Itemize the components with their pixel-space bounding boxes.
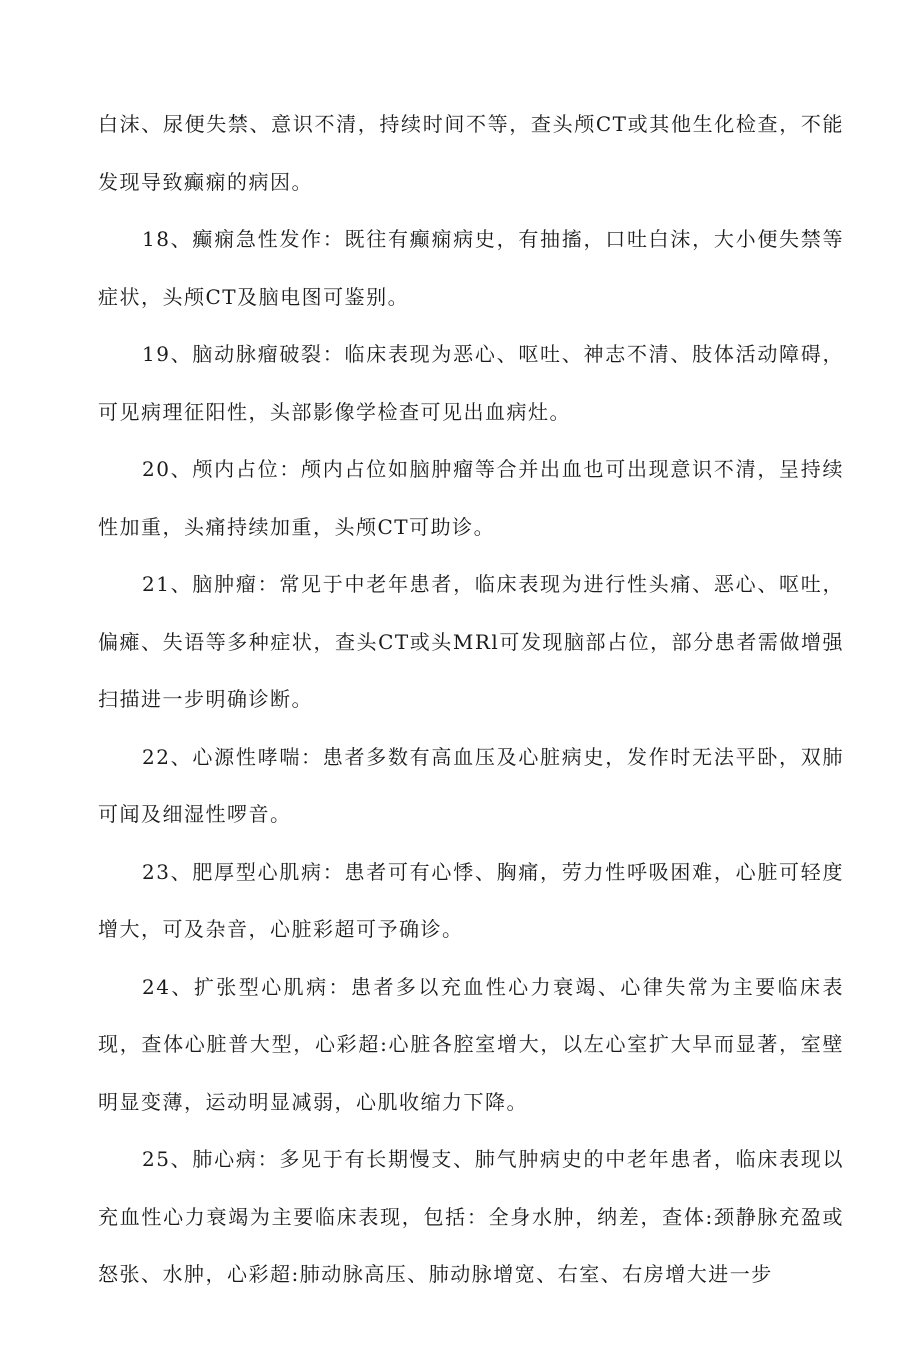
paragraph-23-hypertrophic-cardiomyopathy: 23、肥厚型心肌病：患者可有心悸、胸痛，劳力性呼吸困难，心脏可轻度增大，可及杂音，心脏彩超可予确诊。 (98, 859, 844, 941)
paragraph-17-continued: 白沫、尿便失禁、意识不清，持续时间不等，查头颅CT或其他生化检查，不能发现导致癫痫的病因。 (98, 112, 844, 194)
paragraph-20-intracranial-mass: 20、颅内占位：颅内占位如脑肿瘤等合并出血也可出现意识不清，呈持续性加重，头痛持续加重，头颅CT可助诊。 (98, 457, 844, 539)
paragraph-24-dilated-cardiomyopathy: 24、扩张型心肌病：患者多以充血性心力衰竭、心律失常为主要临床表现，查体心脏普大型，心彩超:心脏各腔室增大，以左心室扩大早而显著，室壁明显变薄，运动明显减弱，心肌收缩力下降。 (98, 974, 844, 1114)
paragraph-21-brain-tumor: 21、脑肿瘤：常见于中老年患者，临床表现为进行性头痛、恶心、呕吐，偏瘫、失语等多种症状，查头CT或头MRl可发现脑部占位，部分患者需做增强扫描进一步明确诊断。 (98, 572, 844, 711)
paragraph-25-cor-pulmonale: 25、肺心病：多见于有长期慢支、肺气肿病史的中老年患者，临床表现以充血性心力衰竭为主要临床表现，包括：全身水肿，纳差，查体:颈静脉充盈或怒张、水肿，心彩超:肺动脉高压、肺动脉增宽、右室、右房增大进一步 (98, 1147, 844, 1286)
paragraph-19-aneurysm-rupture: 19、脑动脉瘤破裂：临床表现为恶心、呕吐、神志不清、肢体活动障碍，可见病理征阳性，头部影像学检查可见出血病灶。 (98, 342, 844, 424)
paragraph-18-epilepsy-acute: 18、癫痫急性发作：既往有癫痫病史，有抽搐，口吐白沫，大小便失禁等症状，头颅CT及脑电图可鉴别。 (98, 227, 844, 309)
paragraph-22-cardiac-asthma: 22、心源性哮喘：患者多数有高血压及心脏病史，发作时无法平卧，双肺可闻及细湿性啰音。 (98, 744, 844, 826)
